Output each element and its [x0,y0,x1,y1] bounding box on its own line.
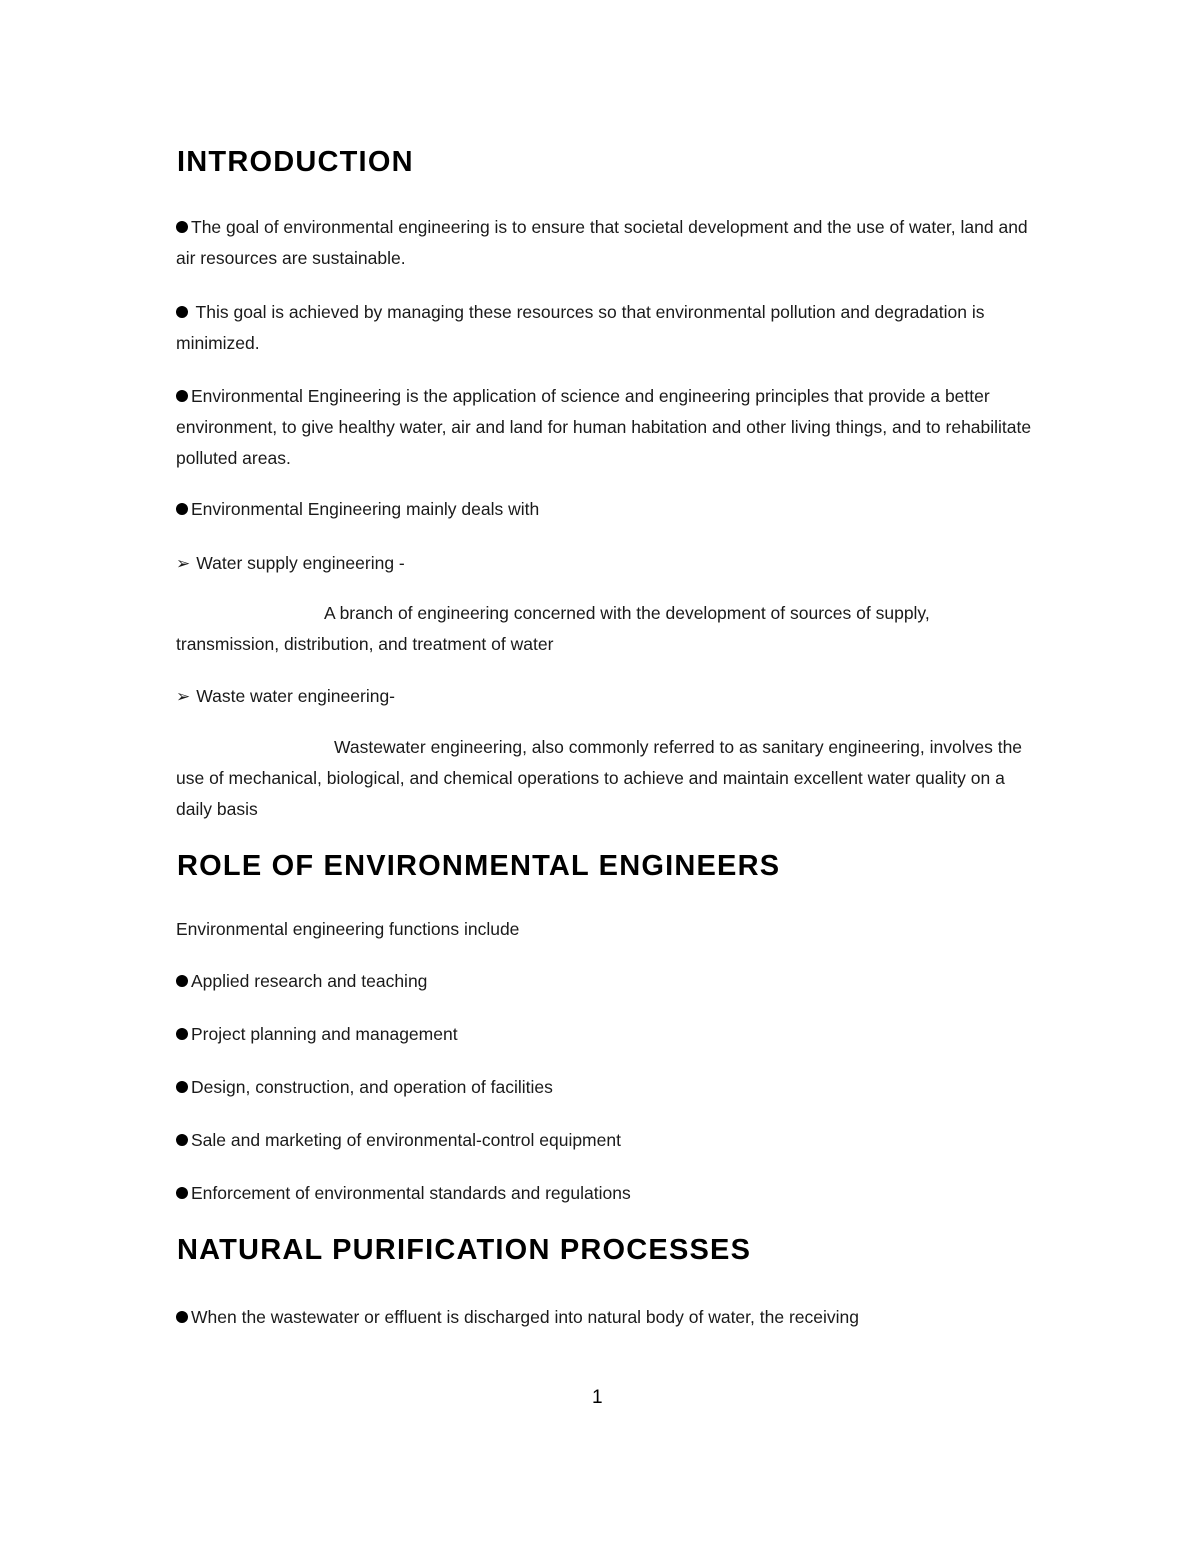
intro-paragraph-2: This goal is achieved by managing these resources so that environmental pollution and degradation is minimized. [176,302,985,353]
waste-water-item: ➢ Waste water engineering- [176,686,396,706]
bullet-icon [176,1134,188,1146]
intro-paragraph-1: The goal of environmental engineering is to ensure that societal development and the use of water, land and air resources are sustainable. [176,217,1028,268]
page-number: 1 [592,1387,603,1408]
arrowhead-bullet-icon: ➢ [176,687,191,706]
arrowhead-bullet-icon: ➢ [176,554,191,573]
water-supply-description: A branch of engineering concerned with the development of sources of supply, transmission, distribution, and treatment of water [176,603,930,654]
natural-purification-heading: NATURAL PURIFICATION PROCESSES [177,1234,752,1266]
role-heading: ROLE OF ENVIRONMENTAL ENGINEERS [177,850,781,882]
intro-paragraph-3: Environmental Engineering is the application of science and engineering principles that provide a better environment, to give healthy water, air and land for human habitation and other living things, and to rehabilitate polluted areas. [176,386,1032,468]
water-supply-item: ➢ Water supply engineering - [176,553,405,573]
introduction-heading: INTRODUCTION [177,146,414,178]
role-list-item: Project planning and management [176,1019,1036,1050]
bullet-icon [176,306,188,318]
natural-paragraph-1: When the wastewater or effluent is discharged into natural body of water, the receiving [176,1302,1036,1333]
bullet-icon [176,1028,188,1040]
waste-water-description: Wastewater engineering, also commonly referred to as sanitary engineering, involves the use of mechanical, biological, and chemical operations to achieve and maintain excellent water quality on a daily basis [176,737,1023,819]
bullet-icon [176,1311,188,1323]
bullet-icon [176,221,188,233]
bullet-icon [176,1081,188,1093]
bullet-icon [176,503,188,515]
bullet-icon [176,975,188,987]
intro-paragraph-4: Environmental Engineering mainly deals with [176,494,1036,525]
role-list-item: Applied research and teaching [176,966,1036,997]
role-list-item: Sale and marketing of environmental-control equipment [176,1125,1036,1156]
role-list-item: Design, construction, and operation of facilities [176,1072,1036,1103]
bullet-icon [176,390,188,402]
bullet-icon [176,1187,188,1199]
role-intro: Environmental engineering functions include [176,919,520,939]
role-list-item: Enforcement of environmental standards and regulations [176,1178,1036,1209]
